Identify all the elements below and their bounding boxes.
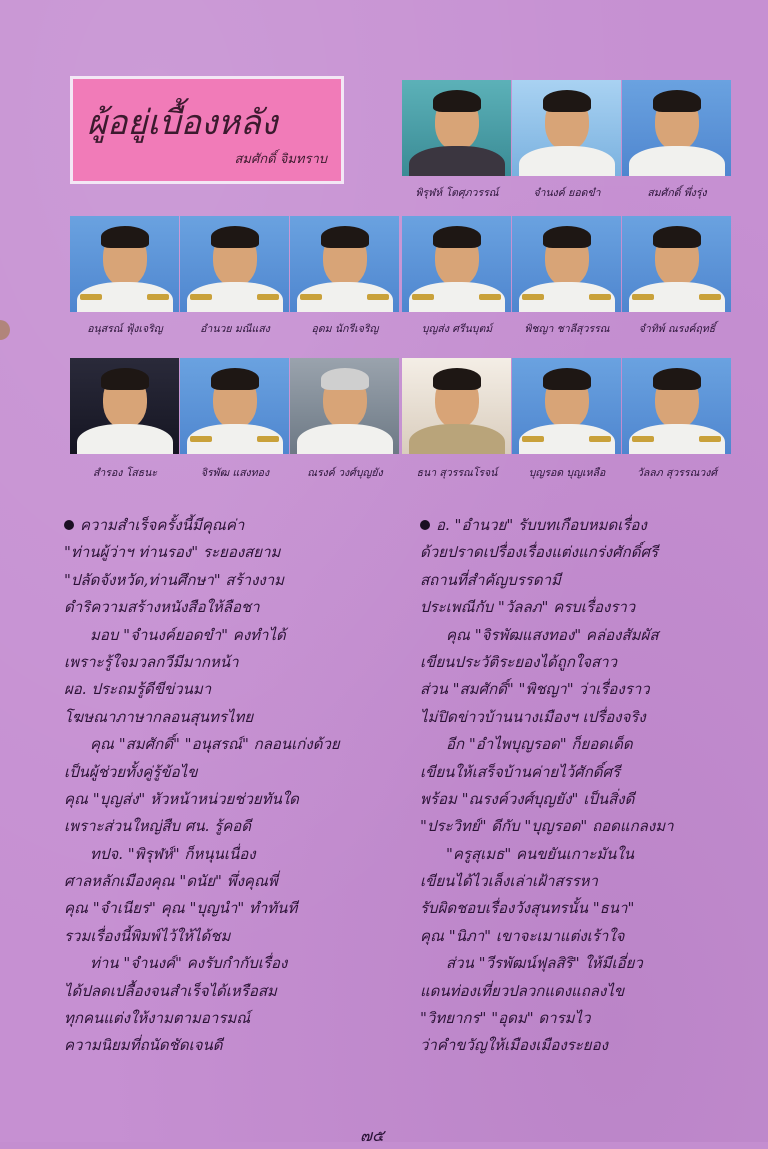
poem-line-text: เขียนได้ไวเล็งเล่าเฝ้าสรรหา	[420, 872, 598, 891]
poem-line	[64, 567, 404, 594]
portrait-caption: อนุสรณ์ ฟุ้งเจริญ	[87, 323, 163, 335]
portrait-photo	[70, 358, 179, 454]
portrait-photo	[290, 358, 399, 454]
poem-line-text: "ครูสุเมธ" คนขยันเกาะมันใน	[446, 844, 634, 863]
poem-line	[420, 786, 760, 813]
poem-line-text: เพราะส่วนใหญ่สืบ ศน. รู้คอดี	[64, 817, 251, 836]
poem-line	[64, 759, 404, 786]
poem-line	[420, 676, 760, 703]
portrait-photo	[622, 80, 731, 176]
poem-line-text: ท่าน "จำนงค์" คงรับกำกับเรื่อง	[90, 954, 288, 973]
poem-line-text: ดำริความสร้างหนังสือให้ลือชา	[64, 598, 260, 617]
poem-line	[64, 649, 404, 676]
poem-line	[64, 813, 404, 840]
poem-line-text: เขียนให้เสร็จบ้านค่ายไว้ศักดิ์ศรี	[420, 762, 621, 781]
poem-line-text: ส่วน "สมศักดิ์" "พิชญา" ว่าเรื่องราว	[420, 680, 650, 699]
portrait-photo	[290, 216, 399, 312]
poem-line	[64, 704, 404, 731]
poem-line	[64, 539, 404, 566]
poem-line	[64, 512, 404, 539]
portrait-caption: พิรุฬห์ โตศุภวรรณ์	[415, 187, 499, 199]
poem-line	[64, 676, 404, 703]
poem-line-text: คุณ "จำเนียร" คุณ "บุญนำ" ทำทันที	[64, 899, 298, 918]
poem-line-text: ผอ. ประถมรู้ดีขีข่วนมา	[64, 680, 212, 699]
portrait-caption: วัลลภ สุวรรณวงศ์	[636, 467, 718, 479]
poem-line-text: พร้อม "ณรงค์วงศ์บุญยัง" เป็นสิ่งดี	[420, 789, 635, 808]
portrait-caption: จำทิพ์ ณรงค์ฤทธิ์	[638, 323, 716, 335]
portrait-photo	[512, 358, 621, 454]
poem-left-column	[64, 512, 404, 1060]
portrait-photo	[180, 358, 289, 454]
portrait-caption: สมศักดิ์ พึ่งรุ่ง	[647, 187, 707, 199]
poem-line-text: ว่าคำขวัญให้เมืองเมืองระยอง	[420, 1036, 608, 1055]
portrait-photo	[70, 216, 179, 312]
page-number: ๗๕	[360, 1126, 385, 1145]
portrait-photo	[402, 216, 511, 312]
poem-line-text: คุณ "บุญส่ง" หัวหน้าหน่วยช่วยทันใด	[64, 789, 299, 808]
poem-line-text: ความสำเร็จครั้งนี้มีคุณค่า	[80, 516, 245, 534]
poem-line	[420, 923, 760, 950]
bullet-icon	[64, 520, 74, 530]
poem-line	[420, 567, 760, 594]
portrait-caption: พิชญา ชาลีสุวรรณ	[524, 323, 610, 335]
poem-line	[420, 759, 760, 786]
poem-line-text: ทุกคนแต่งให้งามตามอารมณ์	[64, 1009, 251, 1028]
poem-line	[420, 731, 760, 758]
poem-line	[64, 895, 404, 922]
poem-line-text: คุณ "สมศักดิ์" "อนุสรณ์" กลอนเก่งด้วย	[90, 735, 340, 754]
poem-line-text: "วิทยากร" "อุดม" ดารมไว	[420, 1009, 591, 1028]
title-box	[70, 76, 344, 184]
poem-line-text: "ประวิทย์" ดีกับ "บุญรอด" ถอดแกลงมา	[420, 817, 674, 836]
poem-line-text: สถานที่สำคัญบรรดามี	[420, 570, 561, 589]
portrait-caption: อำนวย มณีแสง	[200, 323, 270, 335]
poem-line-text: อ. "อำนวย" รับบทเกือบหมดเรื่อง	[436, 516, 647, 534]
poem-line-text: ศาลหลักเมืองคุณ "ดนัย" พึ่งคุณพี่	[64, 872, 278, 891]
poem-line	[64, 923, 404, 950]
poem-line	[64, 731, 404, 758]
portrait-caption: สำรอง โสธนะ	[93, 467, 157, 479]
poem-line	[64, 622, 404, 649]
poem-right-column	[420, 512, 760, 1060]
poem-line-text: อีก "อำไพบุญรอด" ก็ยอดเด็ด	[446, 735, 633, 754]
poem-line	[420, 1005, 760, 1032]
poem-line	[420, 594, 760, 621]
poem-line	[420, 868, 760, 895]
poem-line-text: ไม่ปิดข่าวบ้านนางเมืองฯ เปรื่องจริง	[420, 707, 646, 726]
poem-line	[420, 895, 760, 922]
poem-line-text: "ท่านผู้ว่าฯ ท่านรอง" ระยองสยาม	[64, 543, 281, 562]
poem-line	[64, 786, 404, 813]
portrait-caption: ณรงค์ วงศ์บุญยัง	[307, 467, 383, 479]
portrait-photo	[622, 358, 731, 454]
poem-line-text: คุณ "นิภา" เขาจะเมาแต่งเร้าใจ	[420, 926, 625, 945]
portrait-caption: บุญรอด บุญเหลือ	[528, 467, 606, 479]
poem-line	[64, 950, 404, 977]
poem-line	[420, 978, 760, 1005]
poem-line	[64, 978, 404, 1005]
portrait-caption: จิรพัฒ แสงทอง	[200, 467, 270, 479]
poem-line-text: ประเพณีกับ "วัลลภ" ครบเรื่องราว	[420, 598, 636, 617]
poem-line-text: แดนท่องเที่ยวปลวกแดงแถลงไข	[420, 981, 625, 1000]
poem-line	[64, 1032, 404, 1059]
poem-line-text: ส่วน "วีรพัฒน์ฟุลสิริ" ให้มีเอี่ยว	[446, 954, 643, 973]
poem-line-text: เพราะรู้ใจมวลกวีมีมากหน้า	[64, 652, 239, 671]
bullet-icon	[420, 520, 430, 530]
portrait-caption: บุญส่ง ศรีนบุตม์	[421, 323, 493, 335]
poem-line	[64, 841, 404, 868]
poem-line	[420, 622, 760, 649]
poem-line	[420, 704, 760, 731]
portrait-caption: ธนา สุวรรณโรจน์	[416, 467, 498, 479]
poem-line-text: ความนิยมที่ถนัดชัดเจนดี	[64, 1036, 223, 1055]
poem-line	[420, 539, 760, 566]
portrait-photo	[622, 216, 731, 312]
portrait-photo	[512, 216, 621, 312]
poem-line-text: "ปลัดจังหวัด,ท่านศึกษา" สร้างงาม	[64, 570, 285, 589]
poem-line	[64, 1005, 404, 1032]
poem-line	[420, 512, 760, 539]
poem-line-text: รวมเรื่องนี้พิมพ์ไว้ให้ได้ชม	[64, 926, 231, 945]
poem-line-text: ได้ปลดเปลื้องจนสำเร็จได้เหรือสม	[64, 981, 277, 1000]
poem-line-text: ทปจ. "พิรุฬห์" ก็หนุนเนื่อง	[90, 844, 256, 863]
poem-line	[420, 950, 760, 977]
poem-line-text: เป็นผู้ช่วยทั้งคู่รู้ข้อไข	[64, 762, 198, 781]
poem-line	[420, 1032, 760, 1059]
poem-line-text: โฆษณาภาษากลอนสุนทรไทย	[64, 707, 254, 726]
poem-line-text: คุณ "จิรพัฒแสงทอง" คล่องสัมผัส	[446, 625, 659, 644]
portrait-caption: จำนงค์ ยอดขำ	[533, 187, 601, 199]
poem-line-text: รับผิดชอบเรื่องวังสุนทรนั้น "ธนา"	[420, 899, 635, 918]
portrait-photo	[180, 216, 289, 312]
poem-line	[420, 841, 760, 868]
poem-line	[64, 868, 404, 895]
portrait-photo	[402, 358, 511, 454]
poem-line-text: เขียนประวัติระยองได้ถูกใจสาว	[420, 652, 618, 671]
poem-line-text: มอบ "จำนงค์ยอดขำ" คงทำได้	[90, 625, 286, 644]
poem-line	[420, 813, 760, 840]
portrait-photo	[402, 80, 511, 176]
paper-stain	[0, 320, 10, 340]
article-title: ผู้อยู่เบื้องหลัง	[87, 103, 278, 143]
poem-line-text: ด้วยปราดเปรื่องเรื่องแต่งแกร่งศักดิ์ศรี	[420, 543, 659, 562]
portrait-photo	[512, 80, 621, 176]
poem-line	[64, 594, 404, 621]
article-author: สมศักดิ์ จิมทราบ	[234, 152, 327, 167]
portrait-caption: อุดม นักรีเจริญ	[311, 323, 379, 335]
poem-line	[420, 649, 760, 676]
